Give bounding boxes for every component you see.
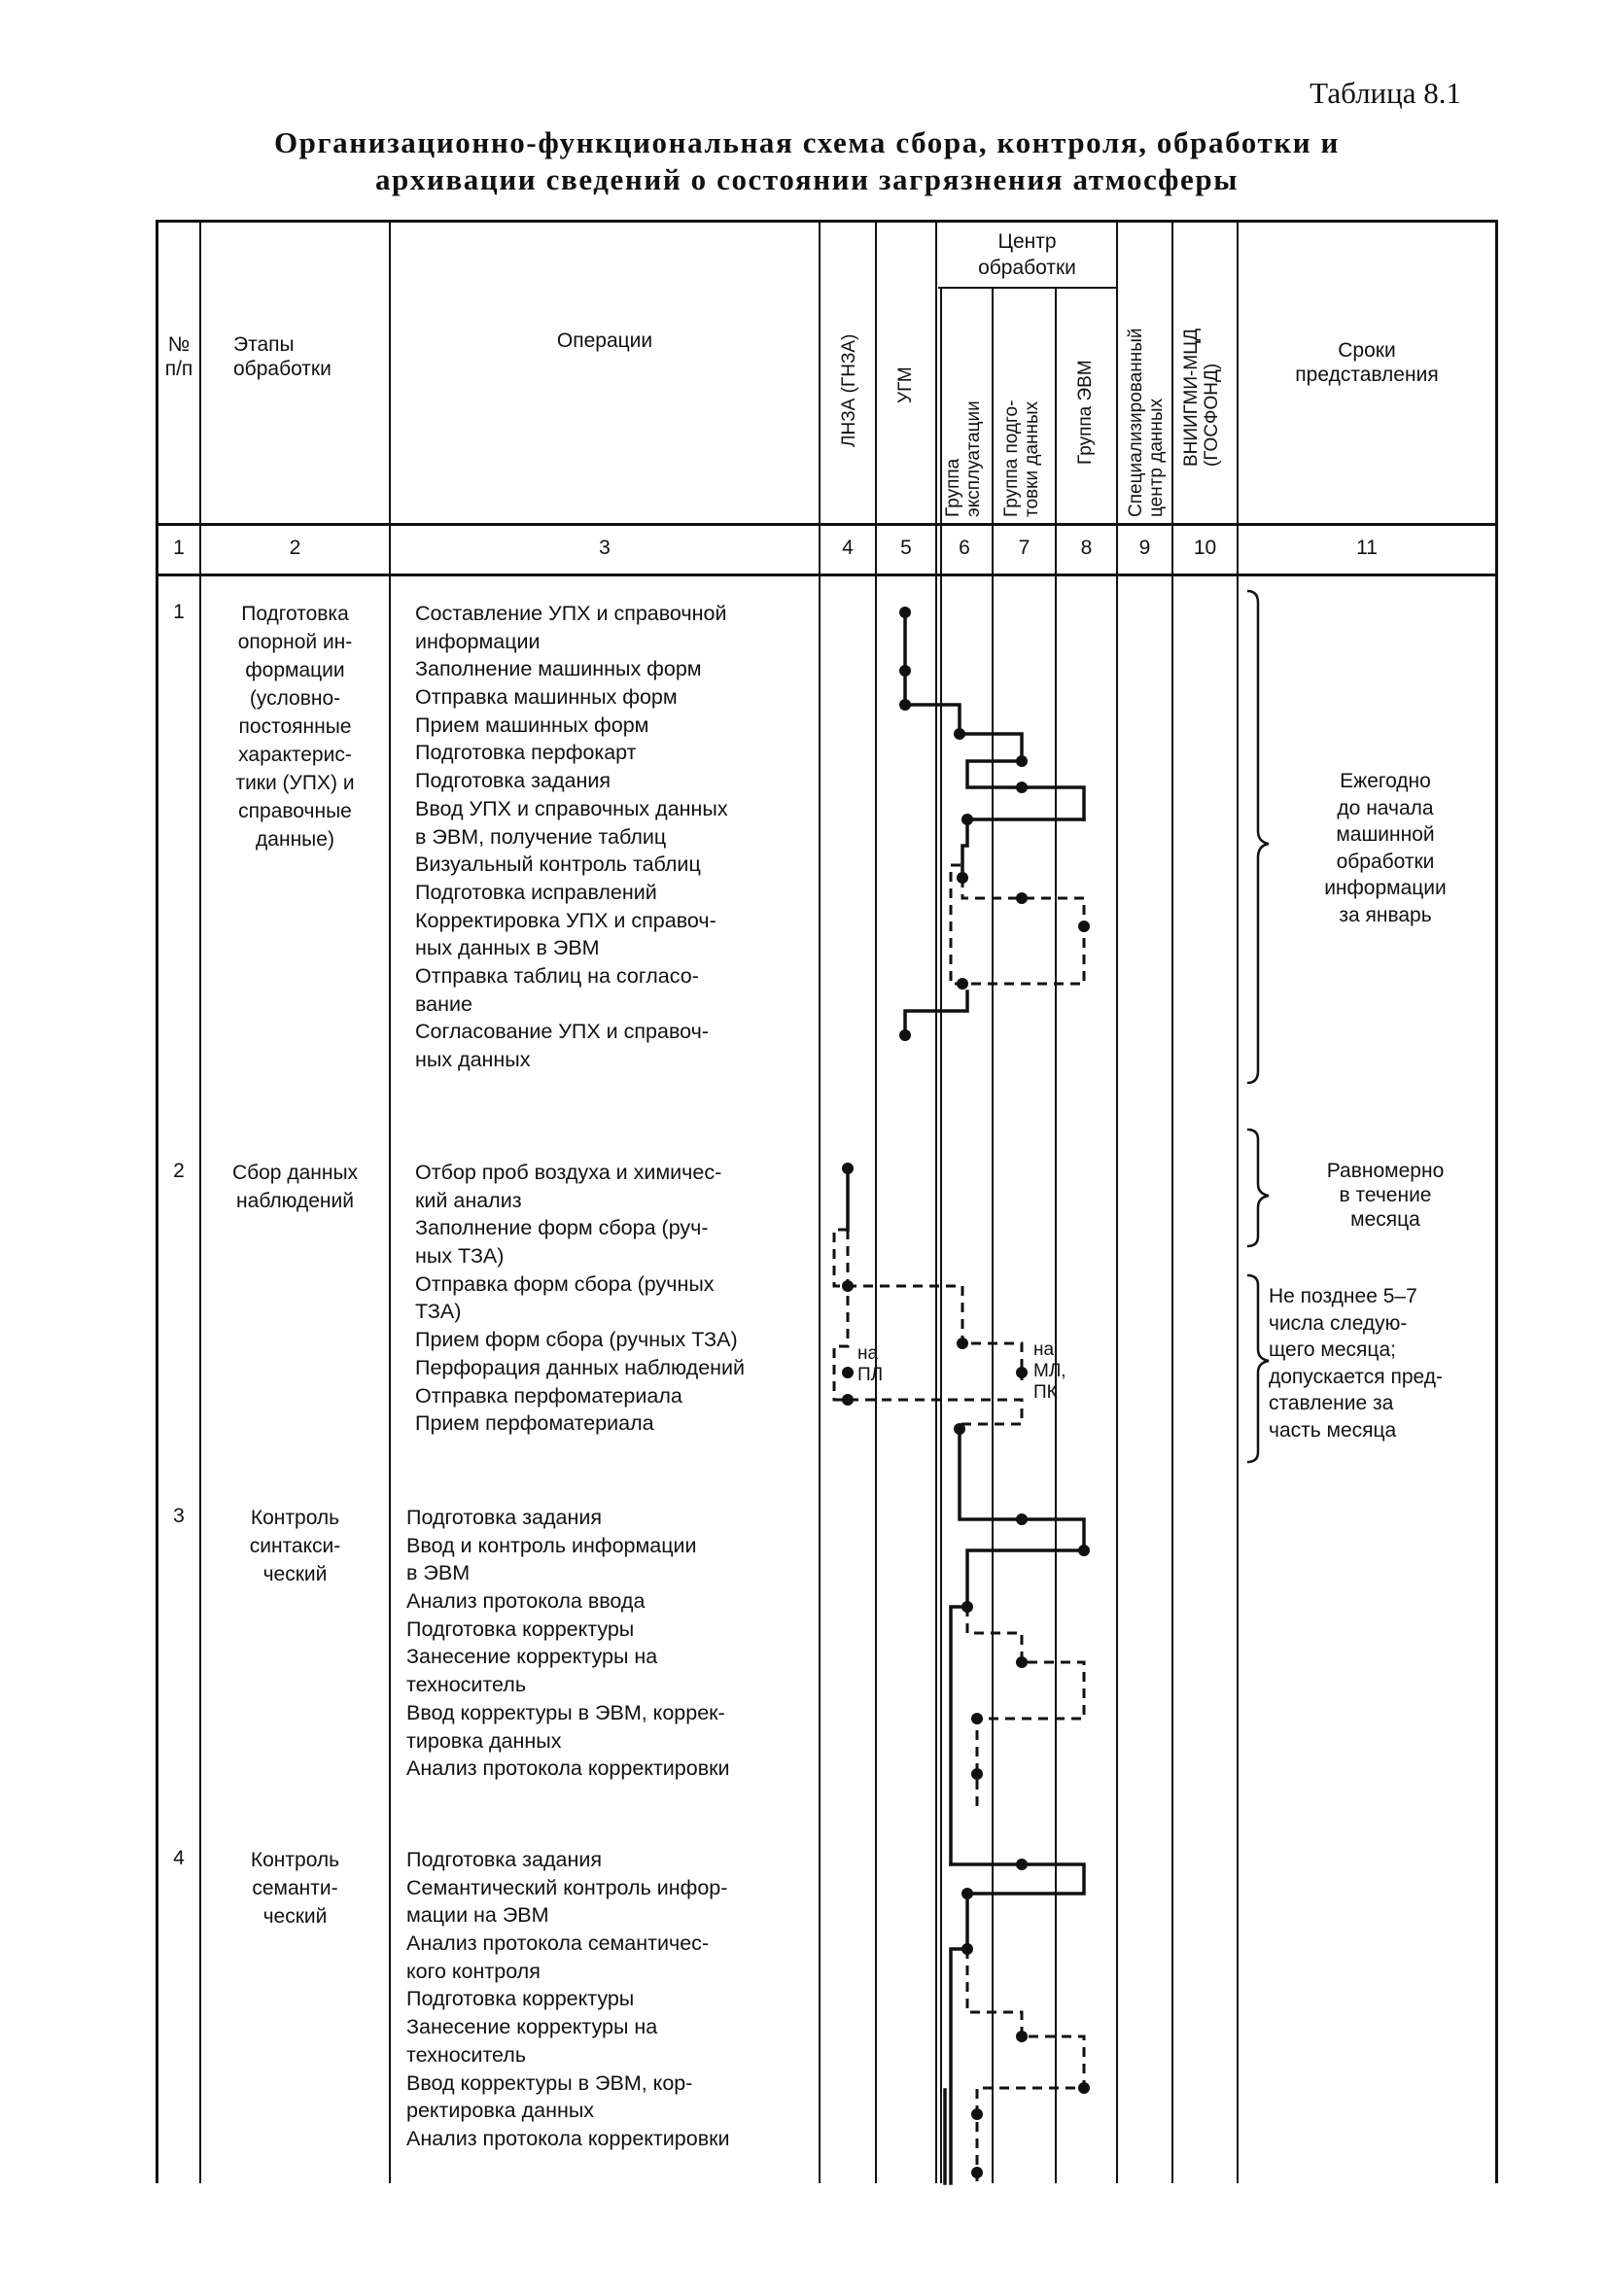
column-number: 11	[1356, 537, 1378, 559]
flow-node	[1078, 2082, 1090, 2094]
flow-node	[971, 1768, 983, 1780]
flow-node	[961, 1943, 973, 1955]
flow-line	[967, 761, 1084, 819]
flow-node	[1016, 782, 1028, 793]
deadline-text: Равномерно в течение месяца	[1326, 1160, 1445, 1231]
header-computer-group: Группа ЭВМ	[1075, 360, 1096, 465]
header-operations: Операции	[556, 330, 653, 352]
flow-line	[951, 1949, 967, 2183]
flow-node	[957, 872, 968, 884]
operations-list: Подготовка задания Семантический контроль инфор- мации на ЭВМ Анализ протокола семантичес- кого контроля Подготовка корректуры Занесение корректуры на техноситель Ввод корректуры в ЭВМ, кор- ректировка данных Анализ протокола корректировки	[406, 1848, 730, 2150]
operations-list: Отбор проб воздуха и химичес- кий анализ Заполнение форм сбора (руч- ных ТЗА) Отправка форм сбора (ручных ТЗА) Прием форм сбора (ручных ТЗА) Перфорация данных наблюдений Отправка перфоматериала Прием перфоматериала	[415, 1161, 746, 1436]
flow-line	[951, 1864, 1084, 1949]
annotation-to-ml: на МЛ, ПК	[1033, 1339, 1066, 1403]
column-number: 8	[1080, 537, 1093, 559]
stage-name: Подготовка опорной ин- формации (условно- постоянные характерис- тики (УПХ) и справочные данные)	[235, 603, 355, 851]
column-number: 3	[599, 537, 611, 559]
row-number: 1	[173, 601, 185, 623]
flow-line	[951, 1550, 1084, 1864]
column-number: 6	[959, 537, 970, 559]
column-number: 7	[1018, 537, 1031, 559]
flow-node	[899, 607, 911, 618]
row-number: 4	[173, 1847, 185, 1869]
brace-right-icon	[1247, 591, 1269, 1083]
flow-line	[962, 819, 1084, 878]
header-operation-group: Группа эксплуатации	[943, 400, 984, 517]
flow-node	[971, 1713, 983, 1724]
flow-line-dashed	[951, 865, 1084, 984]
deadline-text: Ежегодно до начала машинной обработки информации за январь	[1324, 770, 1447, 926]
header-specialized-center: Специализированный центр данных	[1126, 328, 1167, 517]
column-number: 1	[173, 537, 185, 559]
flow-node	[1016, 892, 1028, 904]
flow-node	[954, 1423, 965, 1435]
flow-node	[1016, 1367, 1028, 1378]
flow-node	[842, 1163, 854, 1174]
stage-name: Контроль синтакси- ческий	[249, 1507, 341, 1585]
annotation-to-pl: на ПЛ	[857, 1343, 884, 1385]
flow-node	[842, 1367, 854, 1378]
header-lnza: ЛНЗА (ГНЗА)	[839, 333, 859, 447]
brace-right-icon	[1247, 1275, 1269, 1462]
flow-node	[842, 1280, 854, 1292]
flow-node	[1016, 1859, 1028, 1870]
operations-list: Составление УПХ и справочной информации Заполнение машинных форм Отправка машинных форм Прием машинных форм Подготовка перфокарт Подготовка задания Ввод УПХ и справочных данных в ЭВМ, получение таблиц Визуальный контроль таблиц Подготовка исправлений Корректировка УПХ и справоч- ных данных в ЭВМ Отправка таблиц на согласо- вание Согласование УПХ и справоч- ных данных	[415, 602, 728, 1071]
row-number: 3	[173, 1505, 185, 1527]
flow-node	[1078, 921, 1090, 932]
flow-node	[961, 814, 973, 825]
column-number: 5	[900, 537, 912, 559]
stage-name: Сбор данных наблюдений	[231, 1162, 359, 1212]
flow-node	[1016, 1513, 1028, 1525]
flow-node	[1016, 1656, 1028, 1668]
flow-node	[961, 1601, 973, 1613]
operations-list: Подготовка задания Ввод и контроль информации в ЭВМ Анализ протокола ввода Подготовка корректуры Занесение корректуры на техноситель Ввод корректуры в ЭВМ, коррек- тировка данных Анализ протокола корректировки	[406, 1506, 730, 1781]
header-center-group: Центр обработки	[978, 230, 1076, 279]
deadline-text: Не позднее 5–7 числа следую- щего месяца; допускается пред- ставление за часть месяца	[1269, 1285, 1443, 1442]
flow-node	[899, 699, 911, 711]
flow-line-dashed	[967, 1607, 1084, 1808]
flow-node	[1016, 755, 1028, 767]
header-stages: Этапы обработки	[233, 333, 332, 380]
flow-line-dashed	[834, 1230, 1022, 1424]
header-vniigmi: ВНИИГМИ-МЦД (ГОСФОНД)	[1181, 328, 1222, 467]
flow-node	[961, 1888, 973, 1899]
flow-node	[957, 1338, 968, 1349]
flow-node	[899, 1029, 911, 1041]
header-terms: Сроки представления	[1295, 339, 1439, 386]
flow-node	[971, 2108, 983, 2120]
flow-node	[971, 2167, 983, 2178]
stage-name: Контроль семанти- ческий	[250, 1849, 340, 1928]
flow-node	[954, 728, 965, 740]
flow-node	[842, 1394, 854, 1406]
table-title-line-2: архивации сведений о состоянии загрязнения атмосферы	[374, 162, 1240, 196]
flow-line	[905, 612, 1022, 761]
header-data-prep-group: Группа подго- товки данных	[1001, 400, 1042, 517]
table-title-line-1: Организационно-функциональная схема сбора, контроля, обработки и	[273, 125, 1341, 159]
header-ugm: УГМ	[895, 366, 916, 403]
column-number: 9	[1138, 537, 1151, 559]
header-number: № п/п	[164, 333, 193, 380]
flow-node	[957, 978, 968, 990]
flow-line	[960, 1427, 1084, 1550]
row-number: 2	[173, 1160, 185, 1182]
flow-node	[1016, 2031, 1028, 2042]
flow-node	[899, 665, 911, 677]
column-number: 4	[842, 537, 854, 559]
column-number: 10	[1193, 537, 1217, 559]
column-number: 2	[289, 537, 301, 559]
flow-node	[1078, 1545, 1090, 1556]
brace-right-icon	[1247, 1130, 1269, 1246]
flow-line-dashed	[967, 1949, 1084, 2183]
table-number: Таблица 8.1	[1310, 76, 1461, 110]
